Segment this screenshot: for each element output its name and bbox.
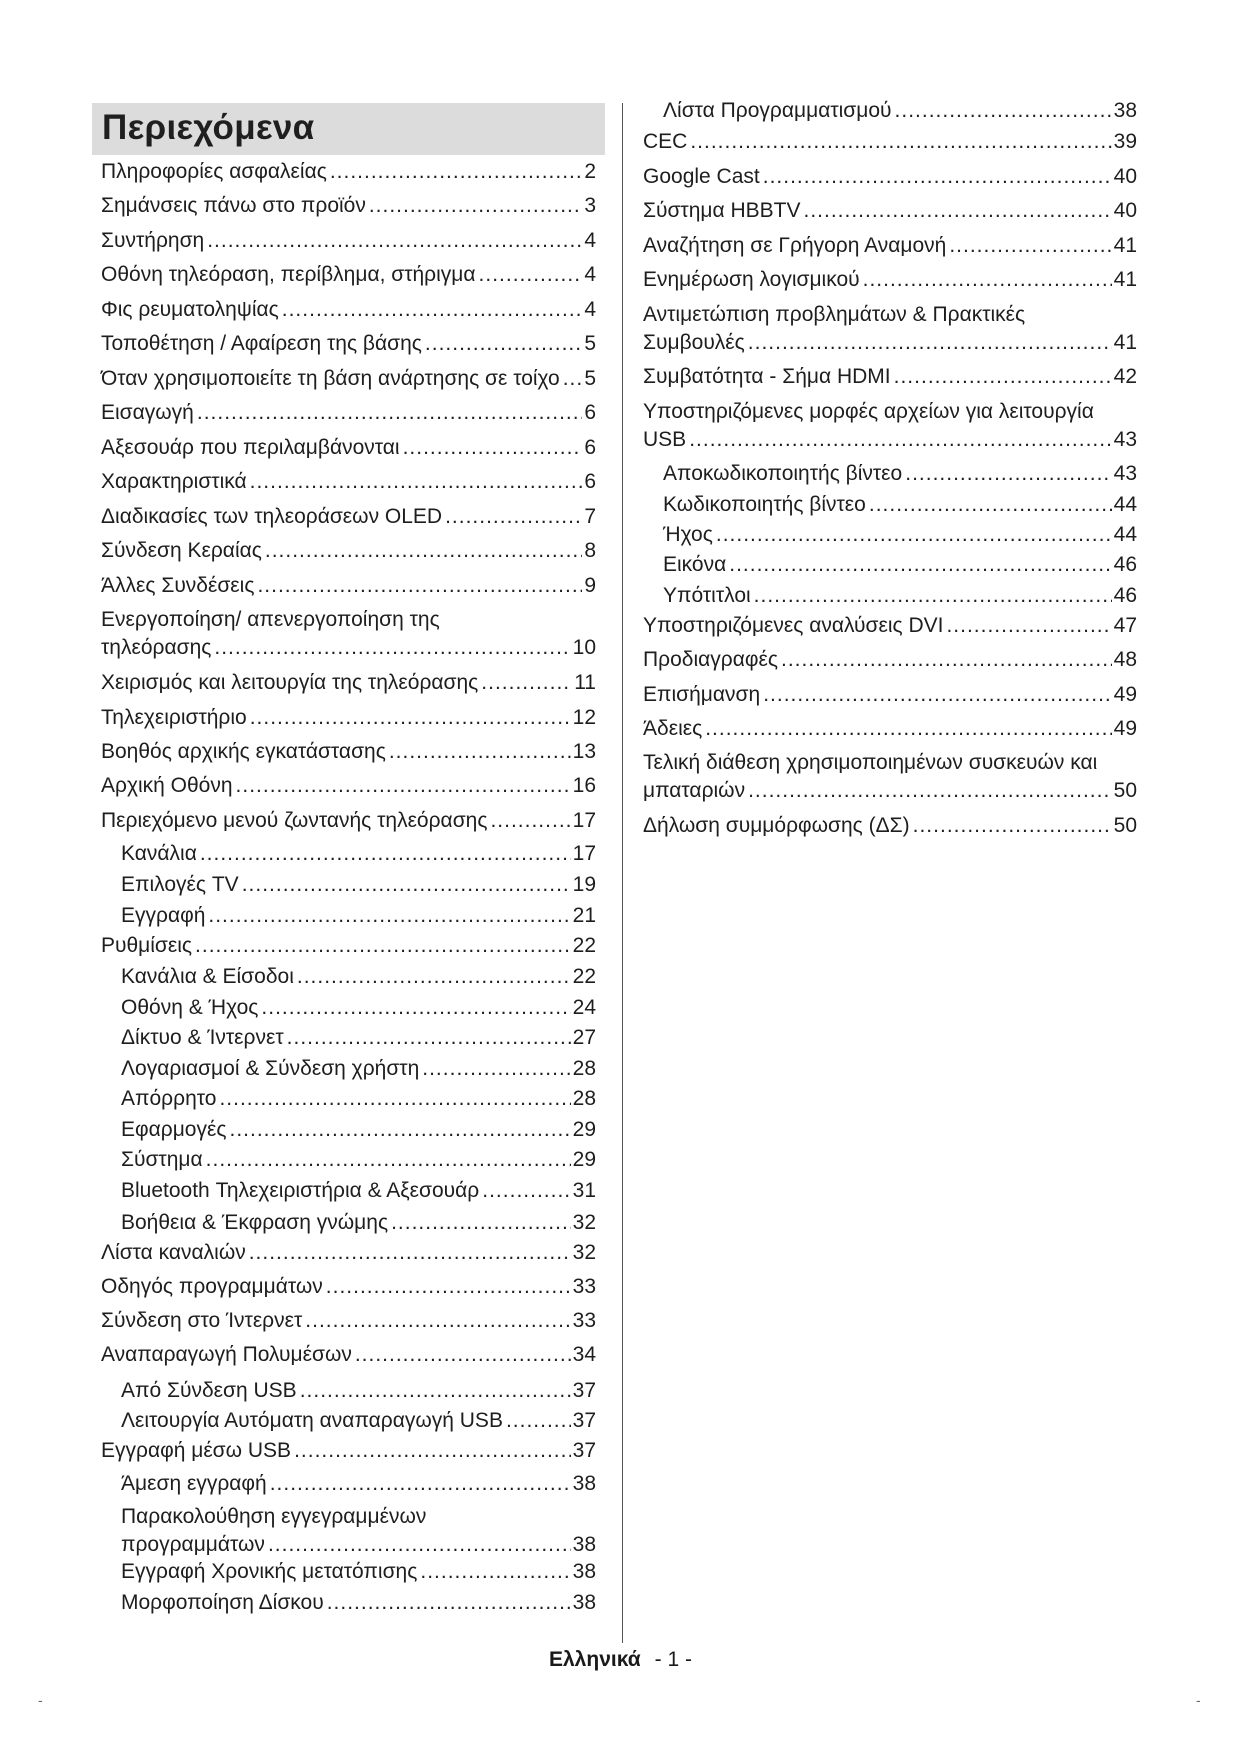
toc-entry [101,669,596,697]
toc-entry-label: Λογαριασμοί & Σύνδεση χρήστη [121,1057,420,1080]
toc-entry-page: 21 [572,904,596,927]
toc-entry [121,1055,596,1083]
toc-entry [101,330,596,358]
toc-entry-label: Κανάλια & Είσοδοι [121,965,294,988]
toc-entry-label: Εγγραφή Χρονικής μετατόπισης [121,1560,418,1583]
toc-entry-page: 31 [572,1179,596,1202]
page-title: Περιεχόμενα [102,108,315,147]
dot-leader [420,1558,570,1586]
toc-entry-page: 28 [572,1087,596,1110]
column-divider [622,103,623,1643]
toc-entry-label-line: Τελική διάθεση χρησιμοποιημένων συσκευών και [643,751,1098,774]
toc-entry-label: Πληροφορίες ασφαλείας [101,160,327,183]
toc-entry-label: Σύνδεση στο Ίντερνετ [101,1309,303,1332]
dot-leader [716,521,1112,549]
toc-title-banner [92,103,605,155]
toc-entry-page: 40 [1113,165,1137,188]
toc-entry-page: 38 [572,1472,596,1495]
toc-entry-page: 5 [584,367,596,390]
toc-entry [101,296,596,324]
toc-entry-label: Από Σύνδεση USB [121,1379,297,1402]
toc-entry [101,1437,596,1465]
dot-leader [326,1273,571,1301]
dot-leader [305,1307,570,1335]
toc-entry-page: 46 [1113,553,1137,576]
toc-entry-label: μπαταριών [643,779,746,802]
dot-leader [242,871,571,899]
dot-leader [729,551,1111,579]
footer-page-number: - 1 - [654,1648,692,1671]
toc-entry [663,582,1137,610]
toc-entry-label-line: Παρακολούθηση εγγεγραμμένων [121,1505,427,1528]
dot-leader [425,330,582,358]
toc-entry [121,1116,596,1144]
toc-entry-label: Οθόνη τηλεόραση, περίβλημα, στήριγμα [101,263,476,286]
toc-entry [121,1085,596,1113]
toc-entry-page: 22 [572,934,596,957]
dot-leader [763,163,1112,191]
margin-mark-right: - [1196,1692,1201,1708]
dot-leader [300,1377,571,1405]
dot-leader [287,1024,571,1052]
toc-entry-label: Λειτουργία Αυτόματη αναπαραγωγή USB [121,1409,503,1432]
toc-entry [101,503,596,531]
toc-entry-label: Λίστα Προγραμματισμού [663,99,892,122]
dot-leader [197,399,582,427]
toc-entry [663,97,1137,125]
toc-entry-page: 7 [584,505,596,528]
dot-leader [265,537,582,565]
toc-entry-page: 41 [1113,234,1137,257]
toc-entry-label: Οθόνη & Ήχος [121,996,259,1019]
toc-entry-page: 38 [572,1533,596,1556]
toc-entry-page: 4 [584,229,596,252]
toc-entry-page: 3 [584,194,596,217]
toc-entry-page: 6 [584,436,596,459]
toc-entry-page: 5 [584,332,596,355]
toc-entry-page: 24 [572,996,596,1019]
toc-entry [643,715,1137,743]
toc-entry-label: Μορφοποίηση Δίσκου [121,1591,324,1614]
toc-entry-label: Περιεχόμενο μενού ζωντανής τηλεόρασης [101,809,488,832]
toc-entry-page: 34 [572,1343,596,1366]
dot-leader [327,1589,571,1617]
toc-entry [101,468,596,496]
toc-entry-page: 28 [572,1057,596,1080]
toc-entry-page: 33 [572,1275,596,1298]
dot-leader [250,704,571,732]
dot-leader [422,1055,570,1083]
toc-entry-label: Συμβουλές [643,331,745,354]
dot-leader [389,738,571,766]
toc-entry [101,704,596,732]
toc-entry-label: Εισαγωγή [101,401,194,424]
toc-entry [121,963,596,991]
toc-entry [121,1558,596,1586]
toc-entry-label: Διαδικασίες των τηλεοράσεων OLED [101,505,443,528]
toc-entry-label: Αρχική Οθόνη [101,774,233,797]
dot-leader [869,491,1112,519]
toc-entry-page: 44 [1113,523,1137,546]
toc-entry-page: 17 [572,809,596,832]
toc-entry [121,840,596,868]
dot-leader [754,582,1112,610]
toc-entry-page: 6 [584,401,596,424]
toc-entry-label: Δήλωση συμμόρφωσης (ΔΣ) [643,814,910,837]
toc-entry-page: 37 [572,1409,596,1432]
toc-entry-page: 49 [1113,683,1137,706]
dot-leader [705,715,1111,743]
toc-entry-page: 22 [572,965,596,988]
toc-entry [101,738,596,766]
toc-entry-label: Βοηθός αρχικής εγκατάστασης [101,740,386,763]
toc-entry-label: Φις ρευματοληψίας [101,298,279,321]
toc-entry [121,902,596,930]
toc-entry-label: Αναζήτηση σε Γρήγορη Αναμονή [643,234,947,257]
toc-entry-page: 46 [1113,584,1137,607]
dot-leader [250,468,583,496]
toc-entry [121,1589,596,1617]
dot-leader [208,902,570,930]
toc-entry-label: Χαρακτηριστικά [101,470,247,493]
toc-entry-label: Εγγραφή μέσω USB [101,1439,292,1462]
dot-leader [229,1116,570,1144]
toc-entry [101,606,596,662]
toc-entry-label: Εγγραφή [121,904,206,927]
toc-entry-page: 33 [572,1309,596,1332]
toc-entry [101,1341,596,1369]
toc-entry-page: 29 [572,1148,596,1171]
dot-leader [249,1239,571,1267]
toc-entry-label: Ενημέρωση λογισμικού [643,268,860,291]
toc-entry [121,1177,596,1205]
toc-entry [121,994,596,1022]
toc-entry-label: Λίστα καναλιών [101,1241,246,1264]
dot-leader [863,266,1112,294]
toc-entry [101,365,596,393]
toc-entry-label: Βοήθεια & Έκφραση γνώμης [121,1211,389,1234]
toc-entry-page: 43 [1113,428,1137,451]
toc-entry-page: 50 [1113,779,1137,802]
toc-entry-page: 43 [1113,462,1137,485]
dot-leader [445,503,582,531]
toc-entry [101,192,596,220]
toc-entry-page: 9 [584,574,596,597]
dot-leader [690,128,1111,156]
toc-entry-page: 41 [1113,331,1137,354]
toc-entry [663,491,1137,519]
dot-leader [207,227,582,255]
toc-entry-label: USB [643,428,687,451]
toc-entry-page: 37 [572,1379,596,1402]
toc-entry-label: Σημάνσεις πάνω στο προϊόν [101,194,366,217]
toc-entry-page: 48 [1113,648,1137,671]
toc-entry-label: Τοποθέτηση / Αφαίρεση της βάσης [101,332,422,355]
toc-entry-label-line: Ενεργοποίηση/ απενεργοποίηση της [101,608,440,631]
toc-entry-label-line: Υποστηριζόμενες μορφές αρχείων για λειτουργία [643,400,1094,423]
toc-entry-page: 32 [572,1241,596,1264]
toc-entry-page: 32 [572,1211,596,1234]
toc-entry-label: τηλεόρασης [101,636,212,659]
dot-leader [355,1341,571,1369]
dot-leader [369,192,582,220]
toc-entry-label: Συντήρηση [101,229,205,252]
toc-entry-label: Επιλογές TV [121,873,239,896]
toc-entry-page: 41 [1113,268,1137,291]
dot-leader [403,434,583,462]
toc-entry-label: Επισήμανση [643,683,761,706]
toc-entry [643,749,1137,805]
toc-entry-label: Άδειες [643,717,703,740]
dot-leader [490,807,570,835]
toc-entry [121,1503,596,1559]
toc-entry [101,399,596,427]
toc-entry-page: 2 [584,160,596,183]
toc-entry [643,128,1137,156]
toc-entry-page: 4 [584,263,596,286]
toc-entry [121,1377,596,1405]
dot-leader [763,681,1111,709]
toc-entry-page: 4 [584,298,596,321]
dot-leader [781,646,1112,674]
dot-leader [214,634,570,662]
toc-entry-page: 50 [1113,814,1137,837]
toc-entry [663,521,1137,549]
dot-leader [206,1146,571,1174]
toc-entry [101,434,596,462]
dot-leader [261,994,570,1022]
toc-entry-page: 12 [572,706,596,729]
toc-entry-page: 40 [1113,199,1137,222]
toc-entry-page: 38 [1113,99,1137,122]
toc-entry [121,1024,596,1052]
toc-entry-label: Άλλες Συνδέσεις [101,574,255,597]
toc-entry-label: Αναπαραγωγή Πολυμέσων [101,1343,352,1366]
toc-entry-label: Αξεσουάρ που περιλαμβάνονται [101,436,400,459]
toc-entry-label-line: Αντιμετώπιση προβλημάτων & Πρακτικές [643,303,1026,326]
toc-entry-page: 29 [572,1118,596,1141]
toc-entry [101,537,596,565]
toc-entry-page: 19 [572,873,596,896]
toc-entry-label: Αποκωδικοποιητής βίντεο [663,462,903,485]
toc-entry [101,158,596,186]
toc-entry-page: 16 [572,774,596,797]
toc-entry [121,1470,596,1498]
dot-leader [236,772,571,800]
dot-leader [282,296,583,324]
toc-entry-label: Ήχος [663,523,713,546]
dot-leader [294,1437,571,1465]
dot-leader [219,1085,570,1113]
toc-entry [643,812,1137,840]
toc-entry-label: Εφαρμογές [121,1118,227,1141]
toc-entry-label: Τηλεχειριστήριο [101,706,247,729]
page-footer [0,1648,1241,1672]
toc-entry-page: 49 [1113,717,1137,740]
toc-entry-label: Bluetooth Τηλεχειριστήρια & Αξεσουάρ [121,1179,480,1202]
toc-entry-label: Εικόνα [663,553,727,576]
toc-entry [121,871,596,899]
dot-leader [195,932,571,960]
dot-leader [481,669,572,697]
toc-entry [121,1146,596,1174]
toc-entry-label: Κωδικοποιητής βίντεο [663,493,866,516]
toc-entry [101,227,596,255]
toc-entry-page: 6 [584,470,596,493]
toc-entry-label: Υποστηριζόμενες αναλύσεις DVI [643,614,944,637]
toc-entry-label: Απόρρητο [121,1087,217,1110]
toc-entry-page: 47 [1113,614,1137,637]
toc-entry-page: 8 [584,539,596,562]
toc-entry-page: 17 [572,842,596,865]
dot-leader [905,460,1111,488]
toc-entry-page: 37 [572,1439,596,1462]
dot-leader [297,963,571,991]
toc-entry [101,1239,596,1267]
dot-leader [689,426,1111,454]
toc-entry-page: 39 [1113,130,1137,153]
dot-leader [257,572,582,600]
dot-leader [479,261,583,289]
toc-entry-label: Σύστημα HBBTV [643,199,801,222]
toc-entry-page: 13 [572,740,596,763]
toc-entry [101,1273,596,1301]
dot-leader [748,777,1112,805]
toc-entry [643,398,1137,454]
toc-entry-page: 38 [572,1560,596,1583]
toc-entry-label: Ρυθμίσεις [101,934,193,957]
dot-leader [270,1470,571,1498]
toc-entry-label: προγραμμάτων [121,1533,265,1556]
toc-entry [643,197,1137,225]
dot-leader [200,840,571,868]
dot-leader [482,1177,570,1205]
dot-leader [391,1209,571,1237]
toc-entry [101,261,596,289]
toc-entry [663,551,1137,579]
toc-entry [643,301,1137,357]
toc-entry-label: Δίκτυο & Ίντερνετ [121,1026,284,1049]
toc-entry [643,266,1137,294]
toc-entry-label: Χειρισμός και λειτουργία της τηλεόρασης [101,671,479,694]
toc-entry [663,460,1137,488]
toc-entry-label: CEC [643,130,688,153]
toc-entry-label: Άμεση εγγραφή [121,1472,267,1495]
toc-entry-page: 11 [574,671,596,694]
toc-entry [643,163,1137,191]
toc-entry [101,807,596,835]
margin-mark-left: - [38,1692,43,1708]
toc-entry-label: Προδιαγραφές [643,648,778,671]
dot-leader [330,158,582,186]
toc-entry-label: Σύνδεση Κεραίας [101,539,262,562]
toc-entry [643,363,1137,391]
toc-entry-label: Συμβατότητα - Σήμα HDMI [643,365,891,388]
toc-entry [121,1209,596,1237]
toc-entry-label: Κανάλια [121,842,197,865]
toc-entry-page: 44 [1113,493,1137,516]
footer-language: Ελληνικά [549,1648,641,1671]
toc-entry [101,572,596,600]
toc-entry [643,681,1137,709]
dot-leader [268,1531,571,1559]
toc-entry-label: Όταν χρησιμοποιείτε τη βάση ανάρτησης σε τοίχο [101,367,560,390]
dot-leader [563,365,583,393]
dot-leader [895,97,1112,125]
dot-leader [748,329,1112,357]
toc-entry [643,232,1137,260]
toc-entry-label: Υπότιτλοι [663,584,751,607]
toc-entry [643,646,1137,674]
toc-entry-page: 10 [572,636,596,659]
dot-leader [946,612,1111,640]
dot-leader [913,812,1112,840]
toc-entry-page: 38 [572,1591,596,1614]
toc-entry-label: Google Cast [643,165,760,188]
dot-leader [949,232,1111,260]
toc-entry-page: 42 [1113,365,1137,388]
toc-entry-label: Οδηγός προγραμμάτων [101,1275,323,1298]
toc-entry [101,1307,596,1335]
toc-entry [101,772,596,800]
toc-entry-page: 27 [572,1026,596,1049]
toc-entry [101,932,596,960]
toc-entry-label: Σύστημα [121,1148,203,1171]
toc-entry [121,1407,596,1435]
toc-entry [643,612,1137,640]
dot-leader [804,197,1112,225]
dot-leader [506,1407,571,1435]
dot-leader [894,363,1112,391]
